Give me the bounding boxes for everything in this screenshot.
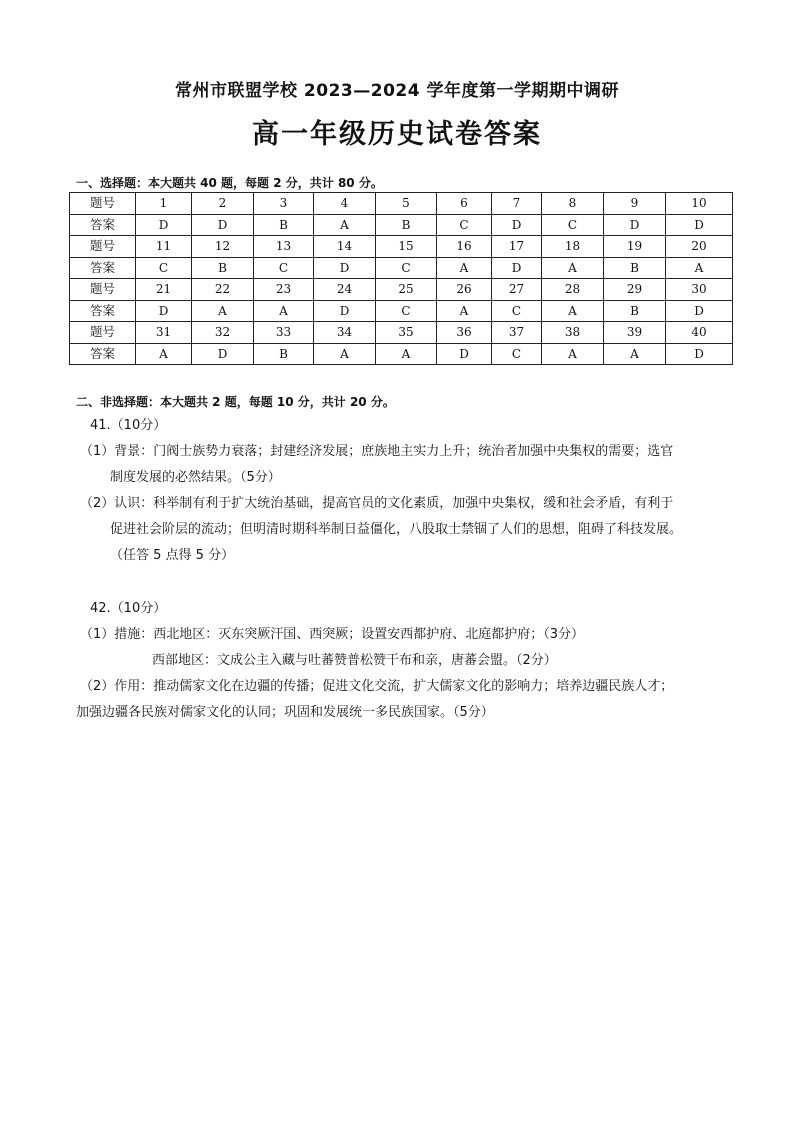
question-number-cell: 11 [136,236,192,258]
question-number-cell: 27 [492,279,542,301]
document-title: 常州市联盟学校 2023—2024 学年度第一学期期中调研 [175,81,619,101]
question-number-row-label: 题号 [70,193,136,215]
answer-cell: A [136,343,192,365]
question-number-cell: 18 [542,236,604,258]
q41-part2-line2: 促进社会阶层的流动；但明清时期科举制日益僵化，八股取士禁锢了人们的思想，阻碍了科技发展。 [110,522,683,537]
answer-cell: B [192,257,254,279]
answer-cell: C [376,257,437,279]
question-number-cell: 12 [192,236,254,258]
answer-cell: A [542,343,604,365]
question-number-row-label: 题号 [70,279,136,301]
answer-cell: A [666,257,733,279]
question-number-cell: 17 [492,236,542,258]
answer-cell: C [492,343,542,365]
question-number-cell: 39 [604,322,666,344]
question-number-cell: 4 [314,193,376,215]
question-number-cell: 31 [136,322,192,344]
answer-cell: B [254,343,314,365]
question-number-cell: 6 [437,193,492,215]
question-number-cell: 5 [376,193,437,215]
answer-cell: D [666,300,733,322]
answer-cell: A [437,257,492,279]
question-number-cell: 38 [542,322,604,344]
q42-label: 42.（10分） [90,601,167,616]
answer-cell: D [666,343,733,365]
answer-row-label: 答案 [70,343,136,365]
question-number-row-label: 题号 [70,236,136,258]
answer-row [70,300,733,322]
question-number-cell: 28 [542,279,604,301]
q42-part1-line2: 西部地区：文成公主入藏与吐蕃赞普松赞干布和亲，唐蕃会盟。（2分） [152,653,557,668]
answer-cell: D [492,214,542,236]
answer-cell: A [254,300,314,322]
question-number-row [70,279,733,301]
answer-row-label: 答案 [70,257,136,279]
question-number-cell: 10 [666,193,733,215]
answer-cell: A [192,300,254,322]
document-subtitle: 高一年级历史试卷答案 [252,119,542,150]
q42-part2-line1: （2）作用：推动儒家文化在边疆的传播；促进文化交流，扩大儒家文化的影响力；培养边疆民族人才； [80,679,674,694]
answer-row [70,214,733,236]
question-number-cell: 30 [666,279,733,301]
answer-row-label: 答案 [70,300,136,322]
answer-cell: B [254,214,314,236]
answer-cell: A [437,300,492,322]
question-number-cell: 3 [254,193,314,215]
answer-cell: D [437,343,492,365]
question-number-cell: 23 [254,279,314,301]
answer-cell: D [492,257,542,279]
question-number-row [70,193,733,215]
answer-cell: A [542,300,604,322]
question-number-cell: 35 [376,322,437,344]
question-number-cell: 26 [437,279,492,301]
q41-label: 41.（10分） [90,418,167,433]
q41-part2-line3: （任答 5 点得 5 分） [110,548,235,563]
question-number-cell: 37 [492,322,542,344]
question-number-cell: 20 [666,236,733,258]
answer-table [69,192,733,365]
answer-cell: A [542,257,604,279]
question-number-cell: 32 [192,322,254,344]
q42-part2-line2: 加强边疆各民族对儒家文化的认同；巩固和发展统一多民族国家。（5分） [76,705,494,720]
answer-row [70,257,733,279]
question-number-cell: 15 [376,236,437,258]
question-number-row [70,322,733,344]
question-number-row-label: 题号 [70,322,136,344]
question-number-cell: 8 [542,193,604,215]
answer-cell: A [376,343,437,365]
answer-cell: A [314,343,376,365]
question-number-cell: 33 [254,322,314,344]
question-number-cell: 16 [437,236,492,258]
answer-cell: D [192,343,254,365]
question-number-row [70,236,733,258]
answer-cell: A [604,343,666,365]
answer-cell: D [192,214,254,236]
answer-cell: A [314,214,376,236]
answer-cell: D [314,300,376,322]
answer-cell: B [376,214,437,236]
section1-heading: 一、选择题：本大题共 40 题，每题 2 分，共计 80 分。 [76,176,383,190]
answer-cell: B [604,257,666,279]
answer-cell: D [136,300,192,322]
answer-row-label: 答案 [70,214,136,236]
answer-cell: C [254,257,314,279]
question-number-cell: 36 [437,322,492,344]
question-number-cell: 2 [192,193,254,215]
q41-part1-line1: （1）背景：门阀士族势力衰落；封建经济发展；庶族地主实力上升；统治者加强中央集权的需要；选官 [80,444,674,459]
question-number-cell: 7 [492,193,542,215]
answer-cell: C [136,257,192,279]
answer-row [70,343,733,365]
section2-heading: 二、非选择题：本大题共 2 题，每题 10 分，共计 20 分。 [76,395,395,409]
answer-cell: C [492,300,542,322]
question-number-cell: 22 [192,279,254,301]
question-number-cell: 1 [136,193,192,215]
answer-cell: C [376,300,437,322]
q42-part1-line1: （1）措施：西北地区：灭东突厥汗国、西突厥；设置安西都护府、北庭都护府；（3分） [80,627,585,642]
answer-cell: C [542,214,604,236]
question-number-cell: 21 [136,279,192,301]
question-number-cell: 9 [604,193,666,215]
answer-cell: B [604,300,666,322]
answer-cell: D [136,214,192,236]
q41-part1-line2: 制度发展的必然结果。（5分） [110,470,281,485]
answer-cell: C [437,214,492,236]
question-number-cell: 40 [666,322,733,344]
question-number-cell: 19 [604,236,666,258]
question-number-cell: 34 [314,322,376,344]
question-number-cell: 29 [604,279,666,301]
answer-cell: D [314,257,376,279]
question-number-cell: 13 [254,236,314,258]
answer-cell: D [666,214,733,236]
question-number-cell: 24 [314,279,376,301]
answer-cell: D [604,214,666,236]
question-number-cell: 25 [376,279,437,301]
question-number-cell: 14 [314,236,376,258]
q41-part2-line1: （2）认识：科举制有利于扩大统治基础，提高官员的文化素质，加强中央集权，缓和社会矛盾，有利于 [80,496,674,511]
